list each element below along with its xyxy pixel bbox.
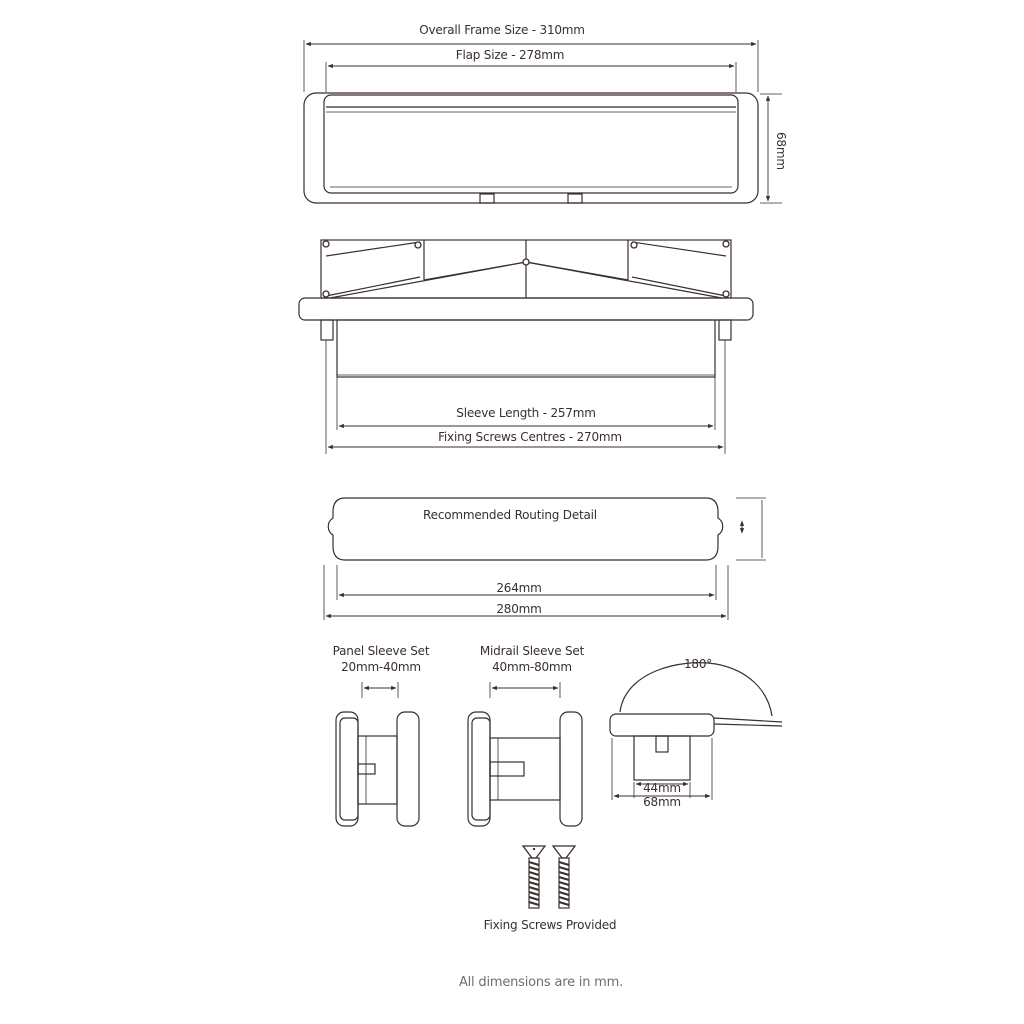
side-outer-label: 68mm: [643, 795, 681, 809]
side-inner-label: 44mm: [643, 781, 681, 795]
panel-sleeve-range: 20mm-40mm: [341, 660, 421, 674]
routing-inner-label: 264mm: [496, 581, 542, 595]
flap-size-label: Flap Size - 278mm: [455, 48, 565, 62]
footer-note: All dimensions are in mm.: [458, 975, 624, 990]
routing-outer-label: 280mm: [496, 602, 542, 616]
screws-caption: Fixing Screws Provided: [483, 918, 617, 932]
sleeve-length-label: Sleeve Length - 257mm: [456, 406, 596, 420]
side-view: [610, 663, 782, 800]
panel-sleeve-set: [336, 682, 419, 826]
fixing-screws: [523, 846, 575, 908]
midrail-sleeve-title: Midrail Sleeve Set: [479, 644, 585, 658]
overall-frame-label: Overall Frame Size - 310mm: [419, 23, 585, 37]
top-view: [299, 240, 753, 454]
panel-sleeve-title: Panel Sleeve Set: [332, 644, 430, 658]
midrail-sleeve-set: [468, 682, 582, 826]
midrail-sleeve-range: 40mm-80mm: [492, 660, 572, 674]
height-label: 68mm: [774, 132, 788, 170]
opening-angle-label: 180°: [683, 657, 713, 671]
routing-detail-label: Recommended Routing Detail: [423, 508, 597, 522]
front-view: [304, 40, 782, 203]
fixing-centres-label: Fixing Screws Centres - 270mm: [438, 430, 622, 444]
